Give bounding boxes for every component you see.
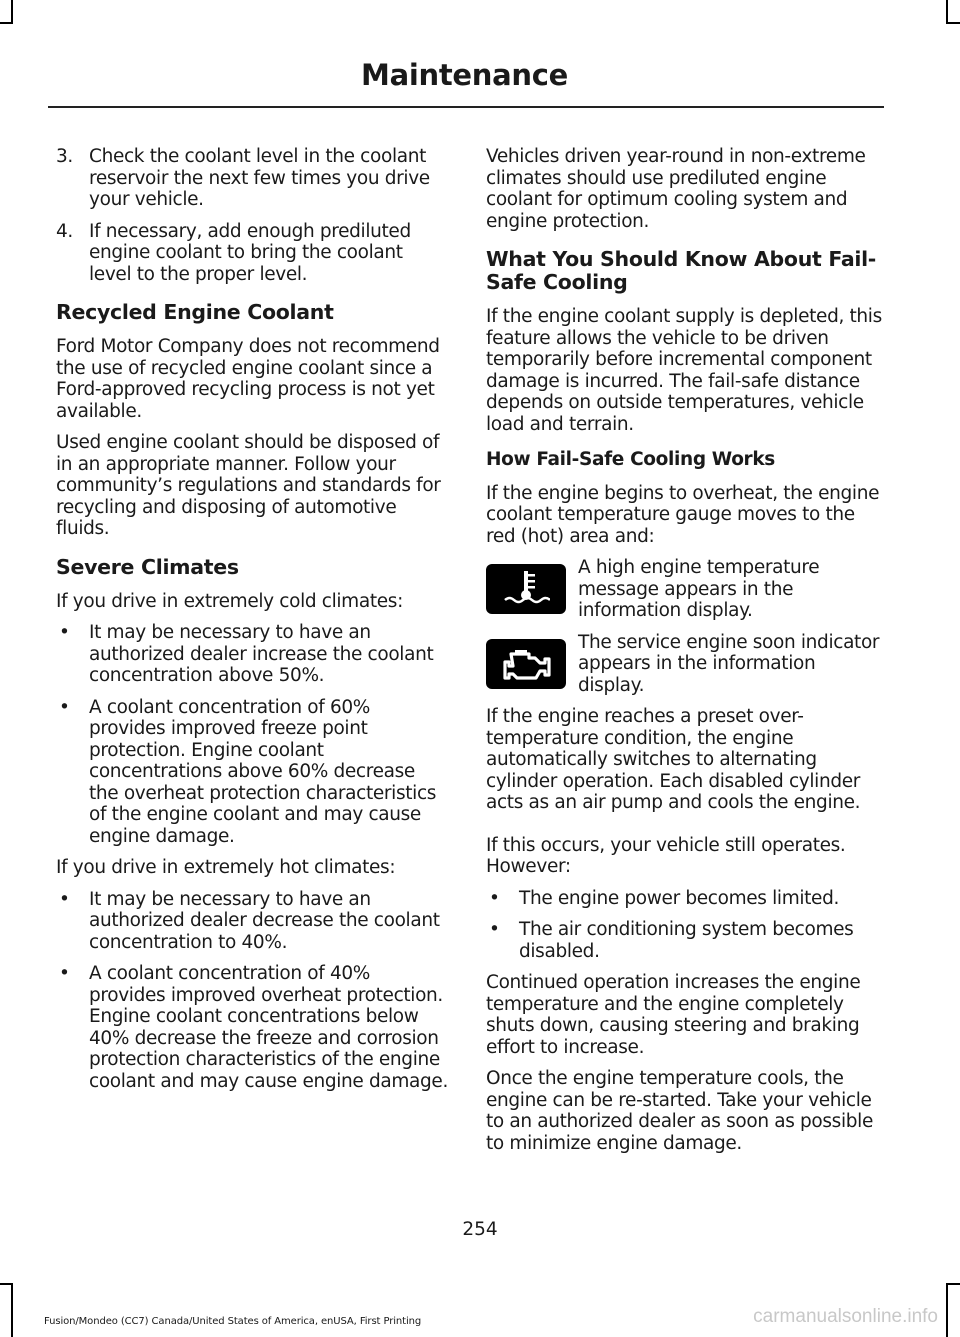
bullet-text: The air conditioning system becomes disabled. — [519, 919, 854, 962]
crop-mark-top-left-v — [11, 0, 13, 24]
list-item — [56, 697, 448, 848]
list-item — [56, 889, 448, 954]
list-item — [56, 622, 448, 687]
recycled-paragraph-2: Used engine coolant should be disposed of in an appropriate manner. Follow your community’s regulations and standards for recycling and disposing of automotive fluids. — [56, 432, 441, 539]
how-failsafe-works-heading: How Fail-Safe Cooling Works — [486, 449, 775, 470]
watermark: carmanualsonline.info — [753, 1306, 938, 1327]
page-title: Maintenance — [361, 58, 568, 92]
severe-climates-heading: Severe Climates — [56, 554, 239, 579]
step-number: 3. — [56, 146, 73, 167]
left-column — [56, 146, 448, 1102]
step-text: Check the coolant level in the coolant reservoir the next few times you drive your vehicle. — [89, 146, 430, 210]
engine-temperature-icon — [486, 564, 566, 614]
step-4 — [56, 221, 448, 286]
check-engine-text: The service engine soon indicator appears in the information display. — [578, 631, 880, 696]
crop-mark-top-left-h — [0, 22, 13, 24]
overheat-intro: If the engine begins to overheat, the engine coolant temperature gauge moves to the red (hot) area and: — [486, 482, 880, 547]
bullet-marker: • — [489, 887, 500, 909]
bullet-marker: • — [59, 622, 70, 643]
bullet-marker: • — [489, 919, 500, 940]
engine-temperature-text: A high engine temperature message appears in the information display. — [578, 557, 820, 621]
page-number: 254 — [462, 1219, 498, 1240]
bullet-text: A coolant concentration of 40% provides improved overheat protection. Engine coolant concentrations below 40% decrease the freeze and corrosion protection characteristics of the engine coolant and may cause engine damage. — [89, 963, 448, 1092]
over-temperature-paragraph: If the engine reaches a preset over-temperature condition, the engine automatically switches to alternating cylinder operation. Each disabled cylinder acts as an air pump and cools the engine. — [486, 706, 861, 813]
crop-mark-bottom-right-h — [946, 1283, 960, 1285]
list-item — [56, 963, 448, 1092]
hot-climates-intro: If you drive in extremely hot climates: — [56, 857, 396, 878]
vehicle-operates-paragraph: If this occurs, your vehicle still operates. However: — [486, 834, 846, 877]
check-engine-row — [486, 632, 882, 697]
step-text: If necessary, add enough prediluted engine coolant to bring the coolant level to the proper level. — [89, 220, 411, 285]
engine-temperature-row — [486, 557, 882, 622]
recycled-paragraph-1: Ford Motor Company does not recommend the use of recycled engine coolant since a Ford-approved recycling process is not yet available. — [56, 336, 440, 422]
coolant-intro-paragraph: Vehicles driven year-round in non-extreme climates should use prediluted engine coolant for optimum cooling system and engine protection. — [486, 146, 866, 232]
cold-climates-intro: If you drive in extremely cold climates: — [56, 590, 403, 612]
bullet-marker: • — [59, 696, 70, 718]
footer-text: Fusion/Mondeo (CC7) Canada/United States of America, enUSA, First Printing — [44, 1316, 422, 1327]
restart-paragraph: Once the engine temperature cools, the engine can be re-started. Take your vehicle to an authorized dealer as soon as possible to minimize engine damage. — [486, 1068, 873, 1154]
bullet-text: A coolant concentration of 60% provides improved freeze point protection. Engine coolant concentrations above 60% decrease the overheat protection characteristics of the engine coolant and may cause engine damage. — [89, 696, 437, 847]
list-item — [486, 888, 882, 910]
list-item — [486, 919, 882, 962]
failsafe-heading: What You Should Know About Fail-Safe Cooling — [486, 247, 877, 294]
crop-mark-bottom-left-v — [11, 1283, 13, 1337]
step-number: 4. — [56, 220, 73, 242]
recycled-coolant-heading: Recycled Engine Coolant — [56, 300, 334, 324]
bullet-text: The engine power becomes limited. — [519, 887, 840, 909]
bullet-text: It may be necessary to have an authorized dealer increase the coolant concentration above 50%. — [89, 622, 434, 686]
crop-mark-bottom-left-h — [0, 1283, 13, 1285]
bullet-marker: • — [59, 888, 70, 910]
step-3 — [56, 146, 448, 211]
continued-operation-paragraph: Continued operation increases the engine temperature and the engine completely shuts down, causing steering and braking effort to increase. — [486, 972, 861, 1058]
crop-mark-top-right-h — [946, 22, 960, 24]
bullet-marker: • — [59, 963, 70, 984]
failsafe-paragraph: If the engine coolant supply is depleted, this feature allows the vehicle to be driven temporarily before incremental component damage is incurred. The fail-safe distance depends on outside temperatures, vehicle load and terrain. — [486, 306, 882, 435]
right-column — [486, 146, 882, 1164]
crop-mark-bottom-right-v — [946, 1283, 948, 1337]
crop-mark-top-right-v — [946, 0, 948, 24]
header-divider — [48, 106, 884, 108]
bullet-text: It may be necessary to have an authorized dealer decrease the coolant concentration to 40%. — [89, 888, 440, 953]
check-engine-icon — [486, 639, 566, 689]
